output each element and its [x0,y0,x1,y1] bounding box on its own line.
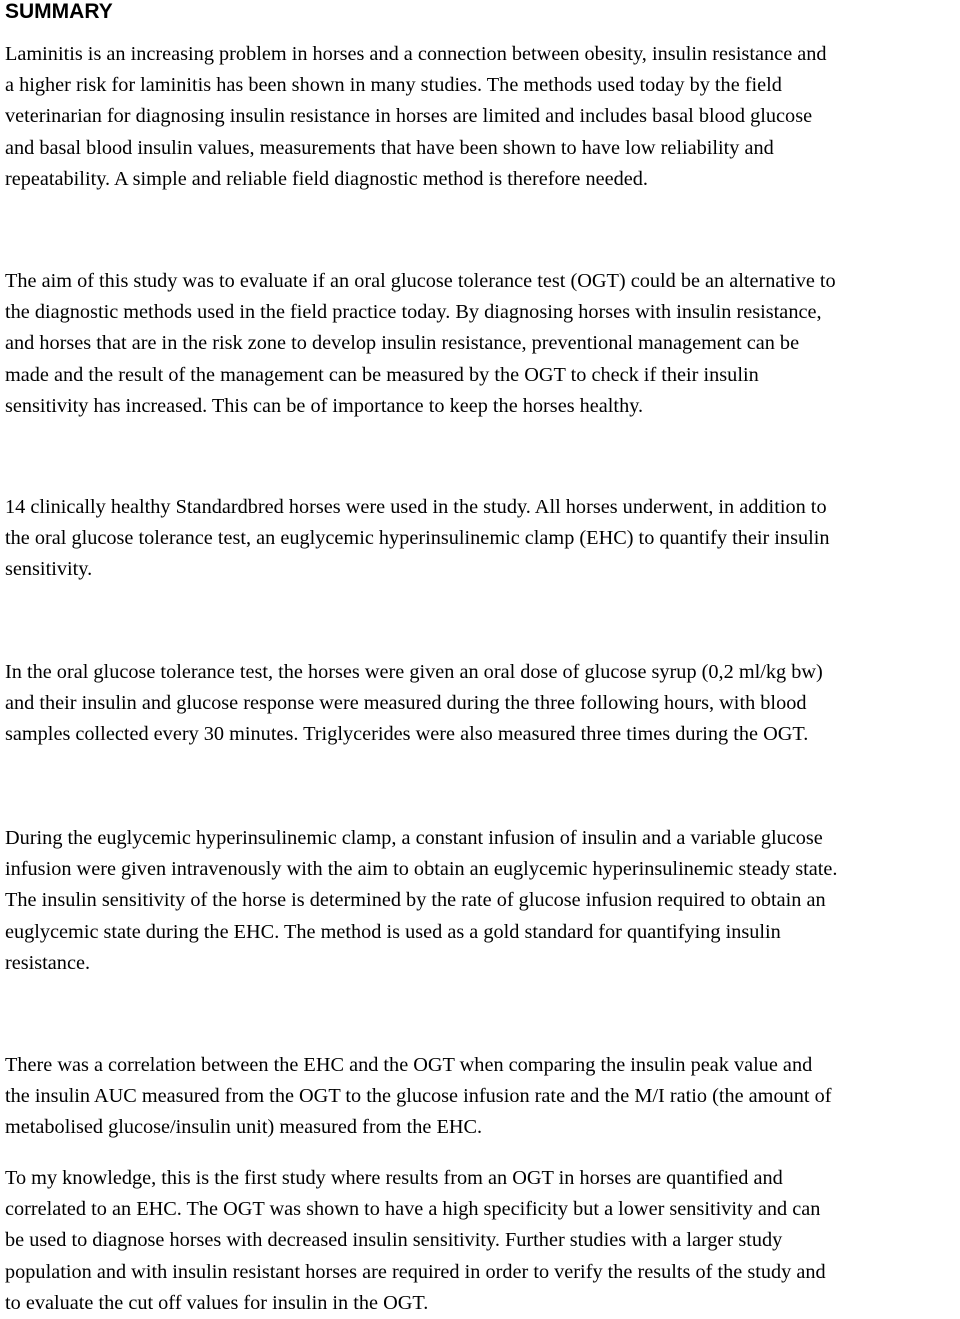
paragraph-ehc-method [5,823,837,979]
paragraph-results [5,1050,831,1144]
paragraph-subjects [5,492,830,586]
text-line: euglycemic state during the EHC. The method is used as a gold standard for quantifying insulin [5,920,781,943]
text-line: the diagnostic methods used in the field practice today. By diagnosing horses with insulin resistance, [5,301,822,324]
text-line: the oral glucose tolerance test, an euglycemic hyperinsulinemic clamp (EHC) to quantify their insulin [5,527,830,550]
text-line: the insulin AUC measured from the OGT to the glucose infusion rate and the M/I ratio (the amount of [5,1085,832,1108]
text-line: In the oral glucose tolerance test, the horses were given an oral dose of glucose syrup (0,2 ml/kg bw) [5,661,823,683]
text-line: During the euglycemic hyperinsulinemic clamp, a constant infusion of insulin and a variable glucose [5,827,823,849]
text-line: a higher risk for laminitis has been shown in many studies. The methods used today by the field [5,74,782,97]
text-line: made and the result of the management can be measured by the OGT to check if their insulin [5,363,759,386]
section-heading: SUMMARY [5,0,113,23]
text-line: repeatability. A simple and reliable field diagnostic method is therefore needed. [5,167,648,190]
text-line: to evaluate the cut off values for insulin in the OGT. [5,1291,429,1314]
paragraph-intro [5,39,827,195]
text-line: population and with insulin resistant horses are required in order to verify the results of the study and [5,1260,826,1283]
text-line: The insulin sensitivity of the horse is determined by the rate of glucose infusion required to obtain an [5,889,826,912]
text-line: Laminitis is an increasing problem in horses and a connection between obesity, insulin resistance and [5,43,827,65]
text-line: and basal blood insulin values, measurements that have been shown to have low reliability and [5,136,774,159]
text-line: sensitivity has increased. This can be of importance to keep the horses healthy. [5,394,644,417]
text-line: samples collected every 30 minutes. Triglycerides were also measured three times during the OGT. [5,723,809,746]
text-line: The aim of this study was to evaluate if an oral glucose tolerance test (OGT) could be an alternative to [5,270,836,292]
text-line: veterinarian for diagnosing insulin resistance in horses are limited and includes basal blood glucose [5,105,813,128]
document-page [5,0,957,1314]
text-line: and horses that are in the risk zone to develop insulin resistance, preventional management can be [5,332,800,355]
text-line: sensitivity. [5,558,93,581]
text-line: metabolised glucose/insulin unit) measured from the EHC. [5,1116,483,1139]
text-line: correlated to an EHC. The OGT was shown to have a high specificity but a lower sensitivity and can [5,1198,821,1221]
text-line: 14 clinically healthy Standardbred horses were used in the study. All horses underwent, in addition to [5,496,827,518]
text-line: To my knowledge, this is the first study where results from an OGT in horses are quantified and [5,1167,783,1189]
paragraph-conclusion [5,1163,826,1319]
text-line: There was a correlation between the EHC and the OGT when comparing the insulin peak value and [5,1054,813,1076]
text-line: and their insulin and glucose response were measured during the three following hours, with blood [5,692,807,715]
text-line: be used to diagnose horses with decreased insulin sensitivity. Further studies with a larger study [5,1229,783,1252]
paragraph-aim [5,266,836,422]
text-line: resistance. [5,951,91,974]
text-line: infusion were given intravenously with the aim to obtain an euglycemic hyperinsulinemic steady state. [5,858,838,881]
paragraph-ogt-method [5,657,823,751]
